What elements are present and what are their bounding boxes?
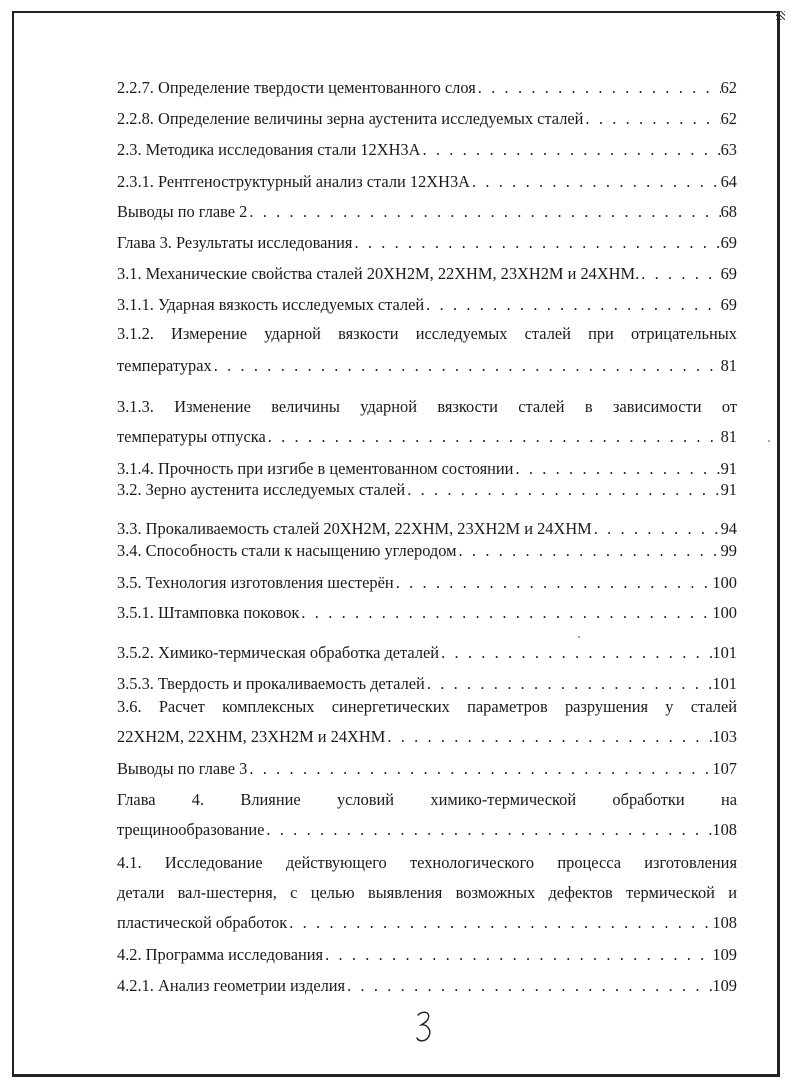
toc-entry-title: 3.1.1. Ударная вязкость исследуемых сталей [117,295,425,314]
toc-entry-title: 3.1.4. Прочность при изгибе в цементованном состоянии [117,459,514,478]
toc-entry-page: 107 [712,759,737,778]
toc-entry [117,231,737,255]
toc-entry [117,725,737,749]
toc-entry-title: 3.5.3. Твердость и прокаливаемость деталей [117,674,425,693]
toc-entry-title: 2.3.1. Рентгеноструктурный анализ стали 12ХН3А [117,172,470,191]
dot-leader [212,354,721,378]
dot-leader [352,231,720,255]
toc-entry [117,478,737,502]
toc-entry-page: 94 [720,519,737,538]
dot-leader [345,974,712,998]
toc-entry-title: 3.1.3. Изменение величины ударной вязкости сталей в зависимости от [117,397,737,416]
toc-entry-page: 63 [720,140,737,159]
toc-entry [117,601,737,625]
toc-entry [117,539,737,563]
toc-entry [117,571,737,595]
dot-leader [385,725,712,749]
toc-entry [117,107,737,131]
toc-entry-page: 64 [720,172,737,191]
toc-entry [117,262,737,286]
toc-entry-title: 3.5.1. Штамповка поковок [117,603,300,622]
dot-leader [583,107,720,131]
toc-entry-page: 109 [712,945,737,964]
toc-entry-title: 3.1.2. Измерение ударной вязкости исследуемых сталей при отрицательных [117,324,737,343]
toc-entry [117,354,737,378]
toc-entry-page: 91 [720,480,737,499]
toc-entry [117,851,737,875]
toc-entry-title: детали вал-шестерня, с целью выявления возможных дефектов термической и [117,883,737,902]
toc-entry [117,293,737,317]
toc-entry-title: 3.5.2. Химико-термическая обработка деталей [117,643,440,662]
toc-entry-title: Выводы по главе 2 [117,202,248,221]
toc-entry-title: температуры отпуска [117,427,266,446]
toc-entry-title: 3.4. Способность стали к насыщению углеродом [117,541,457,560]
toc-entry [117,138,737,162]
dot-leader [287,911,712,935]
toc-entry-page: 62 [720,78,737,97]
toc-entry [117,788,737,812]
toc-entry [117,641,737,665]
toc-entry-page: 108 [712,820,737,839]
scan-speck [578,636,580,638]
toc-entry [117,395,737,419]
dot-leader [424,293,720,317]
dot-leader [457,539,721,563]
toc-entry-page: 69 [720,295,737,314]
dot-leader [470,170,721,194]
dot-leader [266,425,721,449]
toc-entry-page: 99 [720,541,737,560]
toc-entry-page: 69 [720,233,737,252]
dot-leader [394,571,713,595]
toc-entry-title: 22ХН2М, 22ХНМ, 23ХН2М и 24ХНМ [117,727,386,746]
dot-leader [420,138,720,162]
toc-entry [117,974,737,998]
toc-entry [117,76,737,100]
toc-entry-page: 81 [720,356,737,375]
toc-entry-page: 68 [720,202,737,221]
toc-entry [117,818,737,842]
toc-entry-title: 3.1. Механические свойства сталей 20ХН2М, 22ХНМ, 23ХН2М и 24ХНМ. [117,264,640,283]
toc-entry [117,943,737,967]
dot-leader [639,262,720,286]
toc-entry [117,517,737,541]
toc-entry-page: 101 [712,643,737,662]
toc-entry-title: Глава 4. Влияние условий химико-термической обработки на [117,790,737,809]
toc-entry [117,200,737,224]
toc-entry [117,425,737,449]
dot-leader [405,478,720,502]
toc-entry-page: 109 [712,976,737,995]
toc-entry-page: 100 [712,573,737,592]
toc-entry-page: 69 [720,264,737,283]
dot-leader [425,672,713,696]
toc-entry-title: температурах [117,356,212,375]
toc-entry-title: 3.6. Расчет комплексных синергетических параметров разрушения у сталей [117,697,737,716]
dot-leader [247,200,720,224]
toc-entry-title: Глава 3. Результаты исследования [117,233,353,252]
dot-leader [299,601,712,625]
toc-entry-page: 101 [712,674,737,693]
toc-entry-title: Выводы по главе 3 [117,759,248,778]
handwritten-page-number [414,1009,434,1045]
dot-leader [323,943,712,967]
dot-leader [264,818,712,842]
toc-entry-title: 3.3. Прокаливаемость сталей 20ХН2М, 22ХНМ, 23ХН2М и 24ХНМ [117,519,592,538]
toc-entry-title: трещинообразование [117,820,265,839]
toc-entry [117,170,737,194]
toc-entry-title: 2.2.8. Определение величины зерна аустенита исследуемых сталей [117,109,584,128]
scan-speck [768,440,770,442]
toc-entry-page: 91 [720,459,737,478]
toc-entry-page: 62 [720,109,737,128]
toc-entry [117,322,737,346]
dot-leader [439,641,712,665]
toc-entry-title: 2.3. Методика исследования стали 12ХН3А [117,140,421,159]
toc-entry-title: 2.2.7. Определение твердости цементованного слоя [117,78,476,97]
toc-entry [117,672,737,696]
toc-entry-title: 3.2. Зерно аустенита исследуемых сталей [117,480,406,499]
toc-entry [117,757,737,781]
toc-entry-page: 100 [712,603,737,622]
toc-entry-title: 4.1. Исследование действующего технологического процесса изготовления [117,853,737,872]
toc-entry [117,695,737,719]
dot-leader [247,757,712,781]
toc-entry-page: 103 [712,727,737,746]
toc-entry [117,911,737,935]
toc-entry [117,881,737,905]
toc-entry-page: 108 [712,913,737,932]
toc-entry-title: 4.2. Программа исследования [117,945,324,964]
toc-entry-title: 4.2.1. Анализ геометрии изделия [117,976,346,995]
toc-entry-title: пластической обработок [117,913,288,932]
border-corner-mark [776,11,785,20]
toc-entry-page: 81 [720,427,737,446]
dot-leader [592,517,721,541]
dot-leader [476,76,721,100]
toc-entry-title: 3.5. Технология изготовления шестерён [117,573,394,592]
